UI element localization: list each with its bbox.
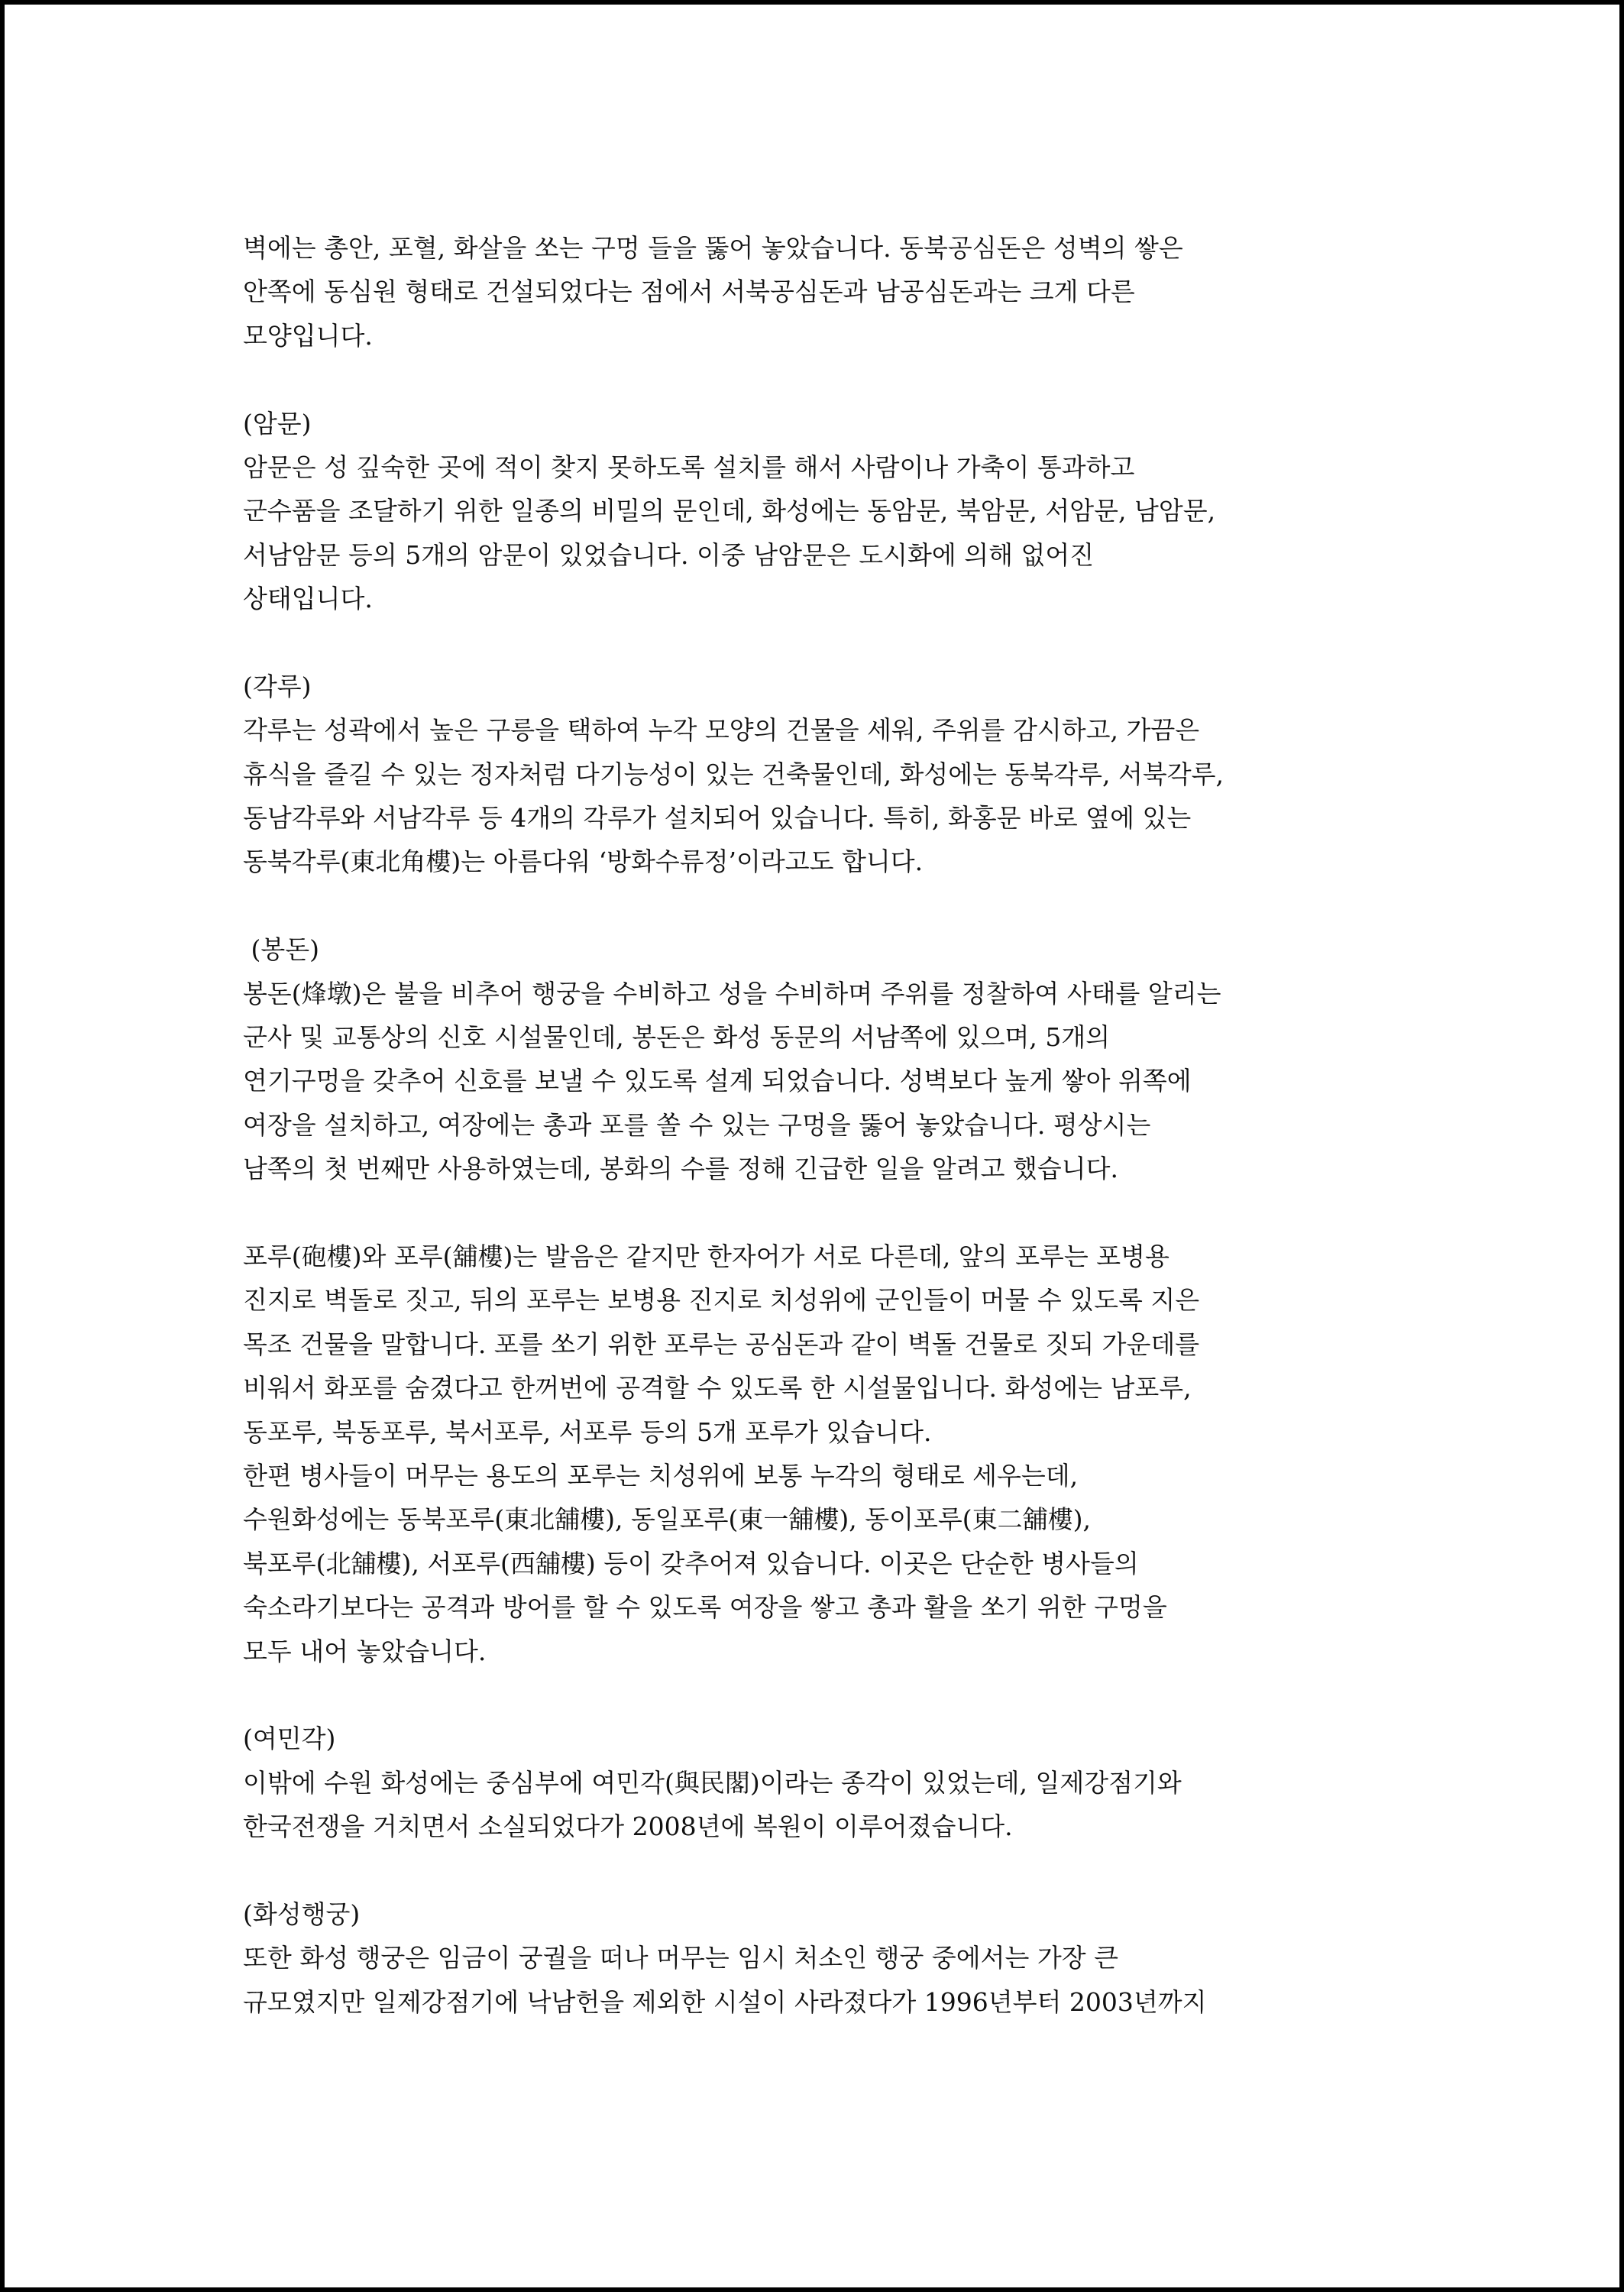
section-heading: (암문) bbox=[243, 408, 312, 439]
text-line: 각루는 성곽에서 높은 구릉을 택하여 누각 모양의 건물을 세워, 주위를 감시하고, 가끔은 bbox=[243, 715, 1200, 746]
text-line: 진지로 벽돌로 짓고, 뒤의 포루는 보병용 진지로 치성위에 군인들이 머물 수 있도록 지은 bbox=[243, 1285, 1200, 1316]
paragraph-gongsimdon-end bbox=[243, 226, 1389, 358]
text-line: 숙소라기보다는 공격과 방어를 할 수 있도록 여장을 쌓고 총과 활을 쏘기 위한 구멍을 bbox=[243, 1592, 1167, 1623]
section-heading: (화성행궁) bbox=[243, 1899, 361, 1929]
text-line: 벽에는 총안, 포혈, 화살을 쏘는 구멍 들을 뚫어 놓았습니다. 동북공심돈은 성벽의 쌓은 bbox=[243, 233, 1183, 263]
section-hwaseong-haenggung bbox=[243, 1892, 1389, 2024]
text-line: 군사 및 교통상의 신호 시설물인데, 봉돈은 화성 동문의 서남쪽에 있으며, 5개의 bbox=[243, 1022, 1111, 1053]
text-line: 서남암문 등의 5개의 암문이 있었습니다. 이중 남암문은 도시화에 의해 없어진 bbox=[243, 539, 1095, 570]
section-heading: (봉돈) bbox=[243, 934, 319, 965]
text-line: 이밖에 수원 화성에는 중심부에 여민각(與民閣)이라는 종각이 있었는데, 일제강점기와 bbox=[243, 1767, 1182, 1798]
text-line: 봉돈(烽墩)은 불을 비추어 행궁을 수비하고 성을 수비하며 주위를 정찰하여 사태를 알리는 bbox=[243, 978, 1221, 1008]
text-line: 연기구멍을 갖추어 신호를 보낼 수 있도록 설계 되었습니다. 성벽보다 높게 쌓아 위쪽에 bbox=[243, 1066, 1192, 1096]
text-line: 모두 내어 놓았습니다. bbox=[243, 1636, 487, 1666]
section-bongdon bbox=[243, 927, 1389, 1190]
text-line: 동포루, 북동포루, 북서포루, 서포루 등의 5개 포루가 있습니다. bbox=[243, 1416, 932, 1447]
text-line: 목조 건물을 말합니다. 포를 쏘기 위한 포루는 공심돈과 같이 벽돌 건물로 짓되 가운데를 bbox=[243, 1329, 1200, 1359]
text-line: 또한 화성 행궁은 임금이 궁궐을 떠나 머무는 임시 처소인 행궁 중에서는 가장 큰 bbox=[243, 1943, 1118, 1973]
text-line: 한국전쟁을 거치면서 소실되었다가 2008년에 복원이 이루어졌습니다. bbox=[243, 1811, 1013, 1842]
text-line: 수원화성에는 동북포루(東北舖樓), 동일포루(東一舖樓), 동이포루(東二舖樓), bbox=[243, 1504, 1091, 1535]
text-line: 동남각루와 서남각루 등 4개의 각루가 설치되어 있습니다. 특히, 화홍문 바로 옆에 있는 bbox=[243, 803, 1192, 834]
document-body bbox=[243, 226, 1389, 2067]
text-line: 비워서 화포를 숨겼다고 한꺼번에 공격할 수 있도록 한 시설물입니다. 화성에는 남포루, bbox=[243, 1373, 1192, 1403]
section-heading: (각루) bbox=[243, 671, 312, 701]
section-gakru bbox=[243, 665, 1389, 884]
section-ammun bbox=[243, 402, 1389, 621]
text-line: 군수품을 조달하기 위한 일종의 비밀의 문인데, 화성에는 동암문, 북암문, 서암문, 남암문, bbox=[243, 496, 1216, 526]
text-line: 한편 병사들이 머무는 용도의 포루는 치성위에 보통 누각의 형태로 세우는데, bbox=[243, 1460, 1079, 1491]
text-line: 북포루(北舖樓), 서포루(西舖樓) 등이 갖추어져 있습니다. 이곳은 단순한 병사들의 bbox=[243, 1548, 1139, 1578]
text-line: 포루(砲樓)와 포루(舖樓)는 발음은 같지만 한자어가 서로 다른데, 앞의 포루는 포병용 bbox=[243, 1241, 1169, 1271]
text-line: 암문은 성 깊숙한 곳에 적이 찾지 못하도록 설치를 해서 사람이나 가축이 통과하고 bbox=[243, 452, 1135, 482]
section-yeomingak bbox=[243, 1717, 1389, 1848]
text-line: 모양입니다. bbox=[243, 320, 373, 351]
section-heading: (여민각) bbox=[243, 1724, 336, 1754]
text-line: 남쪽의 첫 번째만 사용하였는데, 봉화의 수를 정해 긴급한 일을 알려고 했습니다. bbox=[243, 1154, 1118, 1184]
text-line: 상태입니다. bbox=[243, 584, 373, 614]
text-line: 규모였지만 일제강점기에 낙남헌을 제외한 시설이 사라졌다가 1996년부터 2003년까지 bbox=[243, 1986, 1207, 2017]
text-line: 안쪽에 동심원 형태로 건설되었다는 점에서 서북공심돈과 남공심돈과는 크게 다른 bbox=[243, 277, 1135, 307]
text-line: 여장을 설치하고, 여장에는 총과 포를 쏠 수 있는 구멍을 뚫어 놓았습니다. 평상시는 bbox=[243, 1109, 1151, 1140]
text-line: 동북각루(東北角樓)는 아름다워 ‘방화수류정’이라고도 합니다. bbox=[243, 847, 924, 877]
section-poru bbox=[243, 1235, 1389, 1673]
text-line: 휴식을 즐길 수 있는 정자처럼 다기능성이 있는 건축물인데, 화성에는 동북각루, 서북각루, bbox=[243, 759, 1224, 789]
